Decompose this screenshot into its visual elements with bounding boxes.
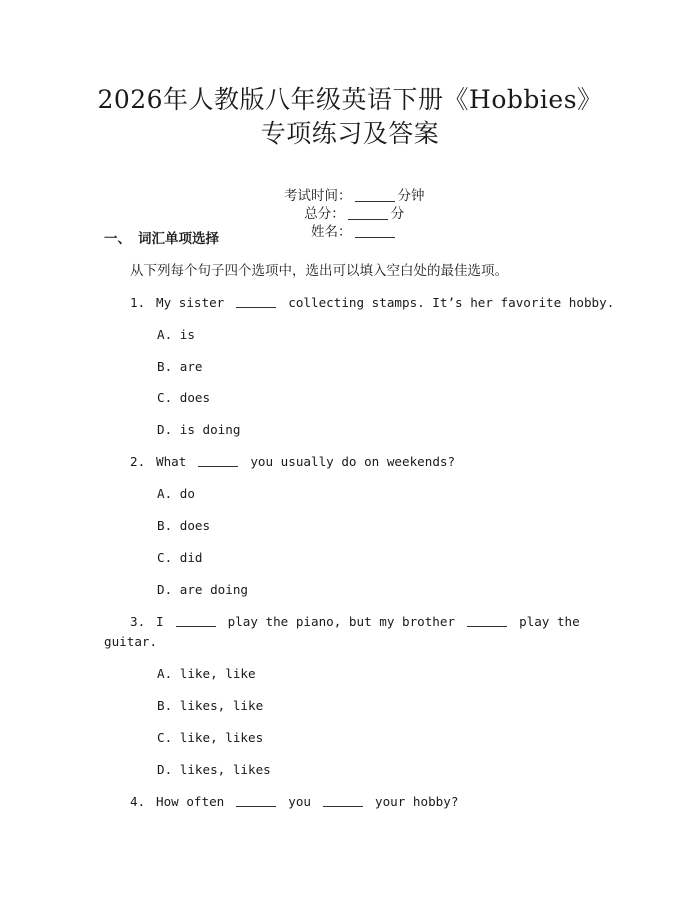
question-text-middle: play the piano, but my brother (227, 614, 456, 629)
question-1 (130, 294, 614, 312)
option-3c: C. like, likes (157, 730, 264, 745)
option-2a: A. do (157, 486, 195, 501)
exam-time-blank (355, 188, 395, 202)
option-3d: D. likes, likes (157, 762, 271, 777)
question-4 (130, 793, 458, 811)
question-text-after: your hobby? (375, 794, 459, 809)
section-instruction: 从下列每个句子四个选项中，选出可以填入空白处的最佳选项。 (130, 263, 508, 279)
answer-blank (323, 794, 363, 807)
question-text-middle: you (288, 794, 311, 809)
exam-time (284, 187, 425, 205)
question-3-wrap: guitar. (104, 634, 158, 649)
total-score-blank (348, 206, 388, 220)
option-1d: D. is doing (157, 422, 241, 437)
option-1c: C. does (157, 390, 211, 405)
question-text-before: What (156, 454, 187, 469)
student-name-label: 姓名： (311, 224, 352, 240)
question-number: 3. (130, 614, 146, 629)
student-name-blank (355, 224, 395, 238)
answer-blank (236, 295, 276, 308)
answer-blank (176, 614, 216, 627)
question-3 (130, 613, 580, 631)
section-title: 词汇单项选择 (138, 231, 219, 247)
question-number: 2. (130, 454, 146, 469)
question-number: 1. (130, 295, 146, 310)
document-title-line-1: 2026年人教版八年级英语下册《Hobbies》 (97, 85, 603, 114)
option-2c: C. did (157, 550, 203, 565)
option-1a: A. is (157, 327, 195, 342)
answer-blank (236, 794, 276, 807)
section-heading (104, 230, 219, 248)
option-3b: B. likes, like (157, 698, 264, 713)
answer-blank (467, 614, 507, 627)
question-2 (130, 453, 455, 471)
question-text-after: collecting stamps. It’s her favorite hobby. (288, 295, 615, 310)
question-text-after: play the (519, 614, 580, 629)
student-name (311, 223, 398, 241)
document-title-line-2: 专项练习及答案 (260, 119, 440, 148)
question-text-before: I (156, 614, 164, 629)
question-text-before: How often (156, 794, 225, 809)
total-score-unit: 分 (390, 206, 405, 222)
section-number: 一、 (104, 231, 131, 247)
total-score (304, 205, 404, 223)
question-text-before: My sister (156, 295, 225, 310)
exam-time-label: 考试时间： (284, 188, 352, 204)
option-2d: D. are doing (157, 582, 248, 597)
option-2b: B. does (157, 518, 211, 533)
question-text-after: you usually do on weekends? (250, 454, 456, 469)
question-number: 4. (130, 794, 146, 809)
option-1b: B. are (157, 359, 203, 374)
total-score-label: 总分： (304, 206, 345, 222)
answer-blank (198, 454, 238, 467)
option-3a: A. like, like (157, 666, 256, 681)
exam-time-unit: 分钟 (397, 188, 425, 204)
